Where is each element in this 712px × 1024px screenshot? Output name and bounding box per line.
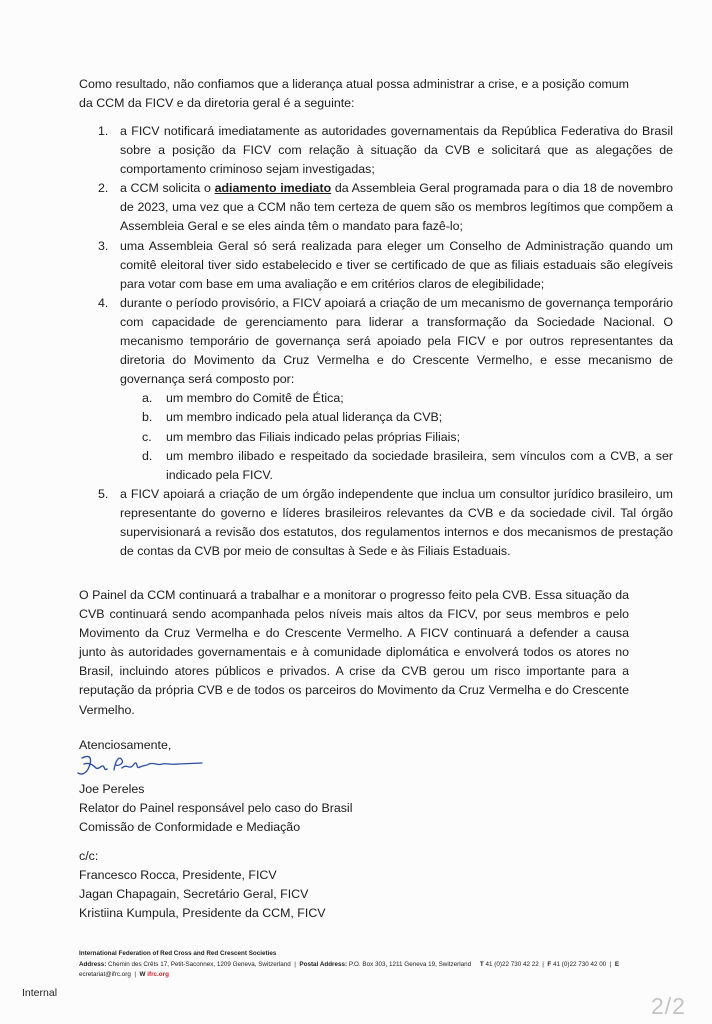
cc-label: c/c: [79, 849, 99, 863]
list-item-text: a FICV notificará imediatamente as autoridades governamentais da República Federativa do Brasil sobre a posição da FICV com relação à situação da CVB e solicitará que as alegações de comportamento criminoso sejam investigadas; [120, 124, 673, 177]
cc-recipient: Jagan Chapagain, Secretário Geral, FICV [79, 887, 309, 902]
cc-block [79, 847, 326, 923]
intro-paragraph: Como resultado, não confiamos que a liderança atual possa administrar a crise, e a posição comum da CCM da FICV e da diretoria geral é a seguinte: [79, 77, 629, 111]
page-number: 2/2 [651, 993, 686, 1019]
list-item-number: 5. [98, 486, 109, 501]
classification-label: Internal [22, 987, 58, 999]
sub-list-item-letter: d. [142, 448, 153, 463]
footer-organization: International Federation of Red Cross and Red Crescent Societies [79, 950, 277, 957]
sub-list-item-letter: a. [142, 391, 153, 406]
footer-web-label: W [139, 971, 146, 978]
sub-list-item [142, 408, 673, 427]
footer-website[interactable]: ifrc.org [147, 971, 169, 978]
list-item [79, 179, 673, 236]
footer-fax: 41 (0)22 730 42 00 [553, 960, 607, 968]
signatory-name: Joe Pereles [79, 782, 145, 796]
sub-list-item [142, 447, 673, 485]
list-item-number: 3. [98, 238, 109, 253]
footer-email[interactable]: ecretariat@ifrc.org [79, 971, 131, 978]
list-item [79, 294, 673, 485]
closing-paragraph: O Painel da CCM continuará a trabalhar e a monitorar o progresso feito pela CVB. Essa situação da CVB continuará sendo acompanhada pelos níveis mais altos da FICV, por seus membros e pelo Movimento da Cruz Vermelha e do Crescente Vermelho. A FICV continuará a defender a causa junto às autoridades governamentais e à comunidade diplomática e envolverá todos os atores no Brasil, incluindo atores públicos e privados. A crise da CVB gerou um risco importante para a reputação da própria CVB e de todos os parceiros do Movimento da Cruz Vermelha e do Crescente Vermelho. [79, 588, 629, 717]
sub-list-item-text: um membro ilibado e respeitado da sociedade brasileira, sem vínculos com a CVB, a ser indicado pela FICV. [166, 448, 673, 482]
footer-address: Chemin des Crêts 17, Petit-Saconnex, 1209 Geneva, Switzerland [108, 960, 291, 968]
footer-fax-label: F [547, 960, 552, 968]
letterhead-footer: International Federation of Red Cross and Red Crescent Societies Address: Chemin des Crêts 17, Petit-Saconnex, 1209 Geneva, Switzerland | Postal Address: P.O. Box 303, 1211 Geneva 19, Switzerland T 41 (0)22 730 42 22 | F 41 (0)22 730 42 00 | E ecretariat@ifrc.org | W ifrc.org [79, 950, 620, 978]
sub-list-item-text: um membro do Comitê de Ética; [166, 391, 344, 406]
sub-list-item-letter: b. [142, 410, 153, 425]
handwritten-signature [74, 750, 204, 780]
list-item-text: a FICV apoiará a criação de um órgão independente que inclua um consultor jurídico brasileiro, um representante do governo e líderes brasileiros relevantes da CVB e da sociedade civil. Tal órgão supervisionará a revisão dos estatutos, dos regulamentos internos e dos mecanismos de prestação de contas da CVB por meio de consultas à Sede e às Filiais Estaduais. [120, 486, 673, 559]
list-item [79, 485, 673, 561]
footer-address-label: Address: [79, 960, 107, 968]
list-item-text: durante o período provisório, a FICV apoiará a criação de um mecanismo de governança temporário com capacidade de gerenciamento para liderar a transformação da Sociedade Nacional. O mecanismo temporário de governança será apoiado pela FICV e por outros representantes da diretoria do Movimento da Cruz Vermelha e do Crescente Vermelho, e esse mecanismo de governança será composto por: [120, 295, 673, 387]
sub-list-item-letter: c. [142, 429, 152, 444]
signature-block [79, 780, 352, 837]
sub-list-wrapper [120, 389, 673, 484]
list-item [79, 237, 673, 294]
footer-postal-label: Postal Address: [299, 960, 348, 968]
list-item [79, 122, 673, 179]
cc-recipient: Kristiina Kumpula, Presidente da CCM, FICV [79, 906, 326, 921]
position-list [79, 122, 673, 561]
footer-email-label: E [614, 960, 620, 968]
list-item-number: 1. [98, 124, 109, 138]
governance-sub-list [142, 389, 673, 484]
list-item-text: uma Assembleia Geral só será realizada para eleger um Conselho de Administração quando um comitê eleitoral tiver sido estabelecido e tiver se certificado de que as filiais estaduais são elegíveis para votar com base em uma avaliação e em critérios claros de elegibilidade; [120, 238, 673, 291]
signatory-organization: Comissão de Conformidade e Mediação [79, 820, 301, 835]
list-item-text-post: da Assembleia Geral programada para o dia 18 de novembro de 2023, uma vez que a CCM não tem certeza de quem são os membros legítimos que compõem a Assembleia Geral e se eles ainda têm o mandato para fazê-lo; [120, 181, 673, 234]
sub-list-item [142, 389, 673, 408]
sub-list-item [142, 428, 673, 447]
footer-phone: 41 (0)22 730 42 22 [485, 960, 539, 968]
footer-postal: P.O. Box 303, 1211 Geneva 19, Switzerland [348, 960, 472, 968]
sub-list-item-text: um membro das Filiais indicado pelas próprias Filiais; [166, 429, 461, 444]
cc-recipient: Francesco Rocca, Presidente, FICV [79, 868, 277, 883]
list-item-number: 4. [98, 295, 109, 310]
greeting: Atenciosamente, [79, 738, 172, 752]
signatory-role: Relator do Painel responsável pelo caso do Brasil [79, 801, 353, 816]
footer-phone-label: T [479, 960, 484, 968]
list-item-emphasis: adiamento imediato [214, 181, 332, 196]
list-item-number: 2. [98, 181, 109, 196]
list-item-text-pre: a CCM solicita o [120, 181, 215, 196]
sub-list-item-text: um membro indicado pela atual liderança da CVB; [166, 410, 443, 425]
